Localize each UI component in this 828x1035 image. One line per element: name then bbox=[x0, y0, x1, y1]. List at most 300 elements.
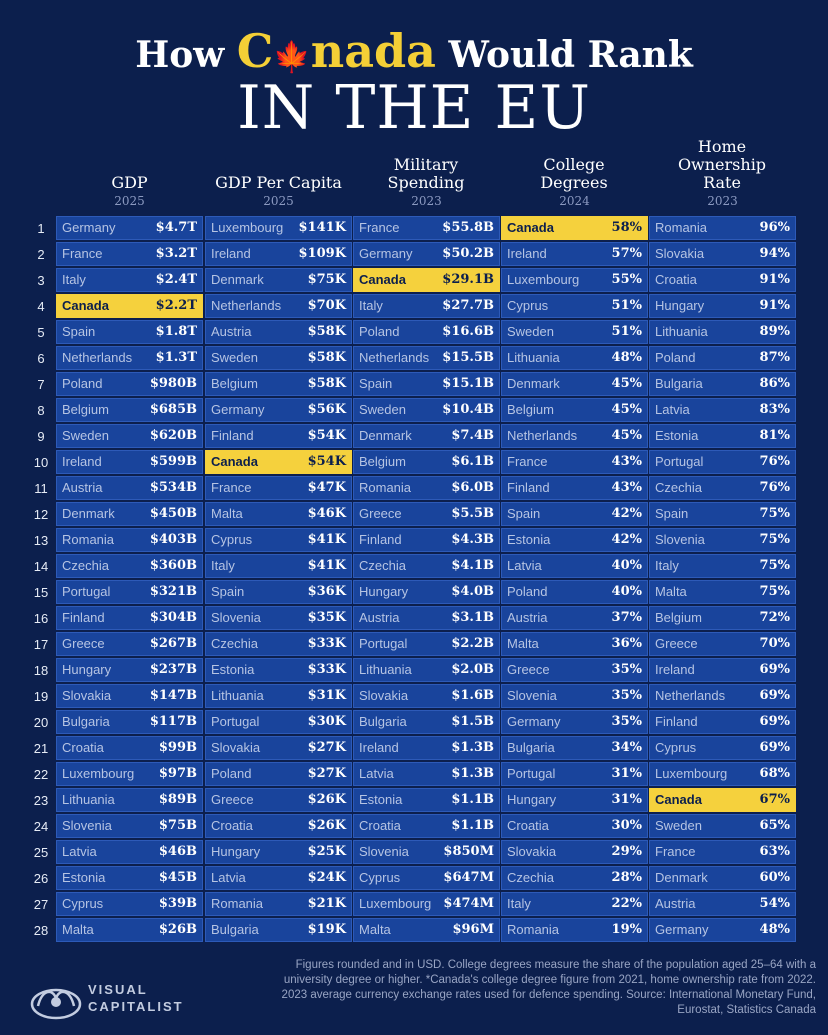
country-label: Finland bbox=[62, 610, 105, 625]
table-cell bbox=[501, 372, 648, 396]
table-cell bbox=[56, 866, 203, 890]
value-label: 36% bbox=[611, 636, 642, 651]
value-label: $50.2B bbox=[442, 246, 494, 261]
country-label: Spain bbox=[62, 324, 96, 339]
country-label: Slovenia bbox=[211, 610, 261, 625]
chart-title-line2: IN THE EU bbox=[237, 73, 591, 143]
rank-label: 8 bbox=[37, 403, 45, 418]
country-label: Slovakia bbox=[211, 740, 261, 755]
value-label: $647M bbox=[443, 870, 494, 885]
value-label: $54K bbox=[307, 428, 346, 443]
table-cell bbox=[353, 502, 500, 526]
value-label: $41K bbox=[307, 532, 346, 547]
value-label: 45% bbox=[611, 402, 642, 417]
country-label: Austria bbox=[507, 610, 548, 625]
table-cell bbox=[501, 736, 648, 760]
table-cell bbox=[649, 372, 796, 396]
country-label: Malta bbox=[211, 506, 243, 521]
country-label: Finland bbox=[507, 480, 550, 495]
country-label: Bulgaria bbox=[359, 714, 407, 729]
table-cell bbox=[56, 710, 203, 734]
country-label: Germany bbox=[359, 246, 413, 261]
value-label: $117B bbox=[149, 714, 197, 729]
country-label: Denmark bbox=[211, 272, 264, 287]
country-label: Poland bbox=[62, 376, 103, 391]
value-label: $5.5B bbox=[451, 506, 494, 521]
rank-label: 5 bbox=[37, 325, 45, 340]
country-label: Denmark bbox=[359, 428, 412, 443]
value-label: $21K bbox=[307, 896, 346, 911]
table-cell bbox=[56, 242, 203, 266]
rank-label: 12 bbox=[33, 507, 49, 522]
table-cell bbox=[649, 866, 796, 890]
rank-label: 21 bbox=[33, 741, 49, 756]
country-label: Croatia bbox=[507, 818, 549, 833]
value-label: 63% bbox=[759, 844, 790, 859]
title-highlight: C🍁nada bbox=[236, 24, 436, 78]
value-label: $45B bbox=[158, 870, 197, 885]
table-cell bbox=[501, 242, 648, 266]
country-label: Slovenia bbox=[655, 532, 705, 547]
table-cell bbox=[353, 710, 500, 734]
value-label: 55% bbox=[611, 272, 642, 287]
country-label: Hungary bbox=[359, 584, 409, 599]
value-label: $360B bbox=[149, 558, 197, 573]
value-label: $15.1B bbox=[442, 376, 494, 391]
logo-text-line2: CAPITALIST bbox=[88, 999, 184, 1014]
table-cell bbox=[56, 216, 203, 240]
value-label: 37% bbox=[611, 610, 642, 625]
value-label: $3.2T bbox=[155, 246, 197, 261]
table-cell bbox=[56, 424, 203, 448]
value-label: 43% bbox=[611, 454, 642, 469]
value-label: 67% bbox=[759, 792, 790, 807]
column-year: 2023 bbox=[707, 194, 738, 208]
table-cell bbox=[649, 268, 796, 292]
country-label: Latvia bbox=[211, 870, 246, 885]
country-label: Italy bbox=[507, 896, 531, 911]
value-label: $47K bbox=[307, 480, 346, 495]
table-cell bbox=[205, 918, 352, 942]
table-cell bbox=[501, 632, 648, 656]
value-label: $1.3T bbox=[155, 350, 197, 365]
value-label: $75K bbox=[307, 272, 346, 287]
table-cell bbox=[353, 736, 500, 760]
value-label: $75B bbox=[158, 818, 197, 833]
country-label: Cyprus bbox=[655, 740, 697, 755]
value-label: $26K bbox=[307, 792, 346, 807]
country-label: Finland bbox=[655, 714, 698, 729]
country-label: Poland bbox=[507, 584, 548, 599]
rank-label: 10 bbox=[33, 455, 49, 470]
value-label: 54% bbox=[759, 896, 790, 911]
country-label: Croatia bbox=[359, 818, 401, 833]
value-label: $31K bbox=[307, 688, 346, 703]
table-cell bbox=[205, 866, 352, 890]
table-cell bbox=[501, 788, 648, 812]
table-cell bbox=[501, 320, 648, 344]
table-cell bbox=[56, 632, 203, 656]
value-label: $1.6B bbox=[451, 688, 494, 703]
country-label: Sweden bbox=[359, 402, 406, 417]
value-label: 75% bbox=[759, 558, 790, 573]
country-label: Netherlands bbox=[359, 350, 430, 365]
country-label: Greece bbox=[655, 636, 698, 651]
rank-label: 25 bbox=[33, 845, 49, 860]
value-label: $599B bbox=[149, 454, 197, 469]
country-label: Luxembourg bbox=[655, 766, 728, 781]
country-label: Poland bbox=[655, 350, 696, 365]
country-label: Bulgaria bbox=[655, 376, 703, 391]
table-cell bbox=[353, 918, 500, 942]
table-cell bbox=[205, 762, 352, 786]
value-label: $1.3B bbox=[451, 766, 494, 781]
table-cell bbox=[501, 918, 648, 942]
title-suffix: Would Rank bbox=[448, 34, 693, 76]
value-label: $304B bbox=[149, 610, 197, 625]
country-label: Hungary bbox=[507, 792, 557, 807]
value-label: 42% bbox=[611, 532, 642, 547]
value-label: $33K bbox=[307, 662, 346, 677]
table-cell bbox=[205, 658, 352, 682]
country-label: Germany bbox=[507, 714, 561, 729]
country-label: Spain bbox=[507, 506, 541, 521]
country-label: Croatia bbox=[655, 272, 697, 287]
country-label: Spain bbox=[359, 376, 393, 391]
country-label: Romania bbox=[211, 896, 264, 911]
table-cell bbox=[205, 580, 352, 604]
country-label: Lithuania bbox=[507, 350, 560, 365]
value-label: $1.5B bbox=[451, 714, 494, 729]
country-label: Cyprus bbox=[211, 532, 253, 547]
table-cell bbox=[501, 866, 648, 890]
value-label: $4.3B bbox=[451, 532, 494, 547]
value-label: $58K bbox=[307, 350, 346, 365]
table-cell bbox=[353, 814, 500, 838]
value-label: $850M bbox=[443, 844, 494, 859]
table-cell bbox=[205, 684, 352, 708]
country-label: Belgium bbox=[655, 610, 702, 625]
table-cell bbox=[353, 294, 500, 318]
value-label: $39B bbox=[158, 896, 197, 911]
value-label: 75% bbox=[759, 532, 790, 547]
rank-label: 28 bbox=[33, 923, 49, 938]
country-label: Hungary bbox=[62, 662, 112, 677]
country-label: Romania bbox=[62, 532, 115, 547]
rank-label: 17 bbox=[33, 637, 49, 652]
country-label: Romania bbox=[655, 220, 708, 235]
value-label: $33K bbox=[307, 636, 346, 651]
table-cell bbox=[501, 684, 648, 708]
table-cell bbox=[353, 554, 500, 578]
country-label: Netherlands bbox=[211, 298, 282, 313]
country-label: Germany bbox=[211, 402, 265, 417]
country-label: Slovakia bbox=[507, 844, 557, 859]
value-label: 19% bbox=[611, 922, 642, 937]
country-label: France bbox=[655, 844, 696, 859]
value-label: $54K bbox=[307, 454, 346, 469]
value-label: $30K bbox=[307, 714, 346, 729]
value-label: $97B bbox=[158, 766, 197, 781]
table-cell bbox=[501, 398, 648, 422]
country-label: Slovakia bbox=[359, 688, 409, 703]
country-label: Ireland bbox=[655, 662, 695, 677]
table-cell bbox=[353, 658, 500, 682]
country-label: Latvia bbox=[62, 844, 97, 859]
table-cell bbox=[649, 632, 796, 656]
column-title: GDP bbox=[111, 173, 148, 192]
table-cell bbox=[205, 606, 352, 630]
country-label: Denmark bbox=[507, 376, 560, 391]
table-cell bbox=[353, 450, 500, 474]
country-label: Estonia bbox=[211, 662, 255, 677]
table-cell bbox=[649, 528, 796, 552]
country-label: France bbox=[359, 220, 400, 235]
country-label: Sweden bbox=[655, 818, 702, 833]
value-label: 69% bbox=[759, 740, 790, 755]
table-cell bbox=[353, 398, 500, 422]
value-label: $26K bbox=[307, 818, 346, 833]
column-title: College Degrees bbox=[540, 155, 608, 192]
table-cell bbox=[56, 684, 203, 708]
table-cell bbox=[501, 606, 648, 630]
value-label: $4.1B bbox=[451, 558, 494, 573]
table-cell bbox=[353, 372, 500, 396]
country-label: Lithuania bbox=[359, 662, 412, 677]
value-label: 45% bbox=[611, 376, 642, 391]
value-label: 51% bbox=[611, 298, 642, 313]
value-label: 96% bbox=[759, 220, 790, 235]
table-cell bbox=[56, 580, 203, 604]
value-label: $96M bbox=[452, 922, 494, 937]
table-cell bbox=[56, 554, 203, 578]
table-cell bbox=[205, 372, 352, 396]
table-cell bbox=[501, 424, 648, 448]
column-header bbox=[649, 137, 796, 208]
country-label: Romania bbox=[507, 922, 560, 937]
table-cell bbox=[205, 788, 352, 812]
value-label: $1.1B bbox=[451, 818, 494, 833]
table-cell bbox=[205, 554, 352, 578]
country-label: Italy bbox=[655, 558, 679, 573]
table-cell bbox=[501, 294, 648, 318]
value-label: $36K bbox=[307, 584, 346, 599]
table-cell bbox=[501, 528, 648, 552]
value-label: 69% bbox=[759, 662, 790, 677]
rank-label: 27 bbox=[33, 897, 49, 912]
country-label: Canada bbox=[507, 220, 554, 235]
country-label: Poland bbox=[211, 766, 252, 781]
value-label: 29% bbox=[611, 844, 642, 859]
column-title: Military Spending bbox=[387, 155, 465, 192]
table-cell bbox=[649, 216, 796, 240]
value-label: $24K bbox=[307, 870, 346, 885]
value-label: 86% bbox=[759, 376, 790, 391]
country-label: France bbox=[507, 454, 548, 469]
table-cell bbox=[205, 528, 352, 552]
country-label: Latvia bbox=[507, 558, 542, 573]
highlight-cell bbox=[353, 268, 500, 292]
country-label: Luxembourg bbox=[359, 896, 432, 911]
table-cell bbox=[501, 658, 648, 682]
column-year: 2023 bbox=[411, 194, 442, 208]
rank-label: 16 bbox=[33, 611, 49, 626]
table-cell bbox=[205, 294, 352, 318]
value-label: $2.2B bbox=[451, 636, 494, 651]
country-label: Belgium bbox=[507, 402, 554, 417]
value-label: 48% bbox=[759, 922, 790, 937]
country-label: Belgium bbox=[211, 376, 258, 391]
rank-label: 20 bbox=[33, 715, 49, 730]
value-label: $109K bbox=[298, 246, 346, 261]
table-cell bbox=[353, 606, 500, 630]
value-label: $474M bbox=[443, 896, 494, 911]
table-cell bbox=[205, 710, 352, 734]
country-label: Italy bbox=[211, 558, 235, 573]
table-cell bbox=[205, 268, 352, 292]
country-label: Malta bbox=[507, 636, 539, 651]
table-cell bbox=[649, 242, 796, 266]
country-label: France bbox=[211, 480, 252, 495]
table-cell bbox=[205, 320, 352, 344]
table-cell bbox=[501, 710, 648, 734]
country-label: Portugal bbox=[62, 584, 111, 599]
table-cell bbox=[353, 216, 500, 240]
rank-label: 2 bbox=[37, 247, 45, 262]
value-label: $980B bbox=[149, 376, 197, 391]
country-label: Malta bbox=[62, 922, 94, 937]
value-label: 31% bbox=[611, 766, 642, 781]
value-label: 69% bbox=[759, 688, 790, 703]
value-label: 58% bbox=[611, 220, 642, 235]
country-label: Latvia bbox=[359, 766, 394, 781]
value-label: $27K bbox=[307, 766, 346, 781]
rank-label: 11 bbox=[34, 481, 48, 496]
country-label: Portugal bbox=[211, 714, 260, 729]
country-label: Portugal bbox=[507, 766, 556, 781]
column-header bbox=[56, 152, 203, 208]
value-label: 43% bbox=[611, 480, 642, 495]
country-label: Netherlands bbox=[62, 350, 133, 365]
value-label: $10.4B bbox=[442, 402, 494, 417]
country-label: Czechia bbox=[211, 636, 258, 651]
country-label: Denmark bbox=[62, 506, 115, 521]
rank-label: 4 bbox=[37, 299, 45, 314]
country-label: Germany bbox=[62, 220, 116, 235]
country-label: Ireland bbox=[359, 740, 399, 755]
country-label: Canada bbox=[62, 298, 109, 313]
rank-label: 1 bbox=[37, 221, 45, 236]
country-label: Latvia bbox=[655, 402, 690, 417]
table-cell bbox=[353, 528, 500, 552]
table-cell bbox=[56, 372, 203, 396]
country-label: Malta bbox=[655, 584, 687, 599]
table-cell bbox=[649, 918, 796, 942]
table-cell bbox=[649, 476, 796, 500]
value-label: $7.4B bbox=[451, 428, 494, 443]
country-label: Lithuania bbox=[211, 688, 264, 703]
country-label: Czechia bbox=[359, 558, 406, 573]
table-cell bbox=[56, 814, 203, 838]
value-label: $15.5B bbox=[442, 350, 494, 365]
rank-label: 23 bbox=[33, 793, 49, 808]
country-label: Canada bbox=[211, 454, 258, 469]
table-cell bbox=[649, 502, 796, 526]
value-label: $41K bbox=[307, 558, 346, 573]
table-cell bbox=[56, 502, 203, 526]
value-label: 22% bbox=[611, 896, 642, 911]
rank-label: 6 bbox=[37, 351, 45, 366]
value-label: 68% bbox=[759, 766, 790, 781]
footnote: Figures rounded and in USD. College degrees measure the share of the population aged 25–64 with a university degree or higher. *Canada's college degree figure from 2021, home ownership rate from 2022. 2023 average currency exchange rates used for defence spending. Source: International Monetary Fund, Eurostat, Statistics Canada bbox=[281, 959, 816, 1016]
value-label: 76% bbox=[759, 454, 790, 469]
table-cell bbox=[649, 840, 796, 864]
table-cell bbox=[649, 554, 796, 578]
country-label: Germany bbox=[655, 922, 709, 937]
column-year: 2025 bbox=[263, 194, 294, 208]
country-label: Italy bbox=[359, 298, 383, 313]
table-cell bbox=[56, 528, 203, 552]
country-label: Cyprus bbox=[62, 896, 104, 911]
table-cell bbox=[353, 242, 500, 266]
table-cell bbox=[649, 892, 796, 916]
table-cell bbox=[649, 814, 796, 838]
country-label: Hungary bbox=[211, 844, 261, 859]
value-label: 35% bbox=[611, 714, 642, 729]
country-label: Ireland bbox=[507, 246, 547, 261]
country-label: Croatia bbox=[62, 740, 104, 755]
country-label: Estonia bbox=[507, 532, 551, 547]
table-cell bbox=[501, 840, 648, 864]
value-label: 31% bbox=[611, 792, 642, 807]
highlight-cell bbox=[205, 450, 352, 474]
value-label: $55.8B bbox=[442, 220, 494, 235]
country-label: Estonia bbox=[359, 792, 403, 807]
value-label: $25K bbox=[307, 844, 346, 859]
rank-label: 15 bbox=[33, 585, 49, 600]
country-label: Lithuania bbox=[655, 324, 708, 339]
chart-title bbox=[0, 24, 828, 78]
value-label: $46B bbox=[158, 844, 197, 859]
country-label: Ireland bbox=[211, 246, 251, 261]
rank-label: 3 bbox=[37, 273, 45, 288]
country-label: Greece bbox=[359, 506, 402, 521]
column-year: 2025 bbox=[114, 194, 145, 208]
value-label: $1.1B bbox=[451, 792, 494, 807]
value-label: 34% bbox=[611, 740, 642, 755]
value-label: $2.0B bbox=[451, 662, 494, 677]
table-cell bbox=[205, 346, 352, 370]
value-label: 94% bbox=[759, 246, 790, 261]
value-label: 42% bbox=[611, 506, 642, 521]
country-label: Ireland bbox=[62, 454, 102, 469]
country-label: Slovakia bbox=[62, 688, 112, 703]
value-label: 35% bbox=[611, 688, 642, 703]
table-cell bbox=[353, 476, 500, 500]
value-label: 69% bbox=[759, 714, 790, 729]
table-cell bbox=[205, 814, 352, 838]
rank-label: 24 bbox=[33, 819, 49, 834]
table-cell bbox=[205, 242, 352, 266]
value-label: 91% bbox=[759, 298, 790, 313]
value-label: $27K bbox=[307, 740, 346, 755]
value-label: $267B bbox=[149, 636, 197, 651]
table-cell bbox=[649, 658, 796, 682]
maple-leaf-icon: 🍁 bbox=[273, 40, 311, 75]
table-cell bbox=[56, 398, 203, 422]
table-cell bbox=[205, 398, 352, 422]
country-label: Cyprus bbox=[359, 870, 401, 885]
